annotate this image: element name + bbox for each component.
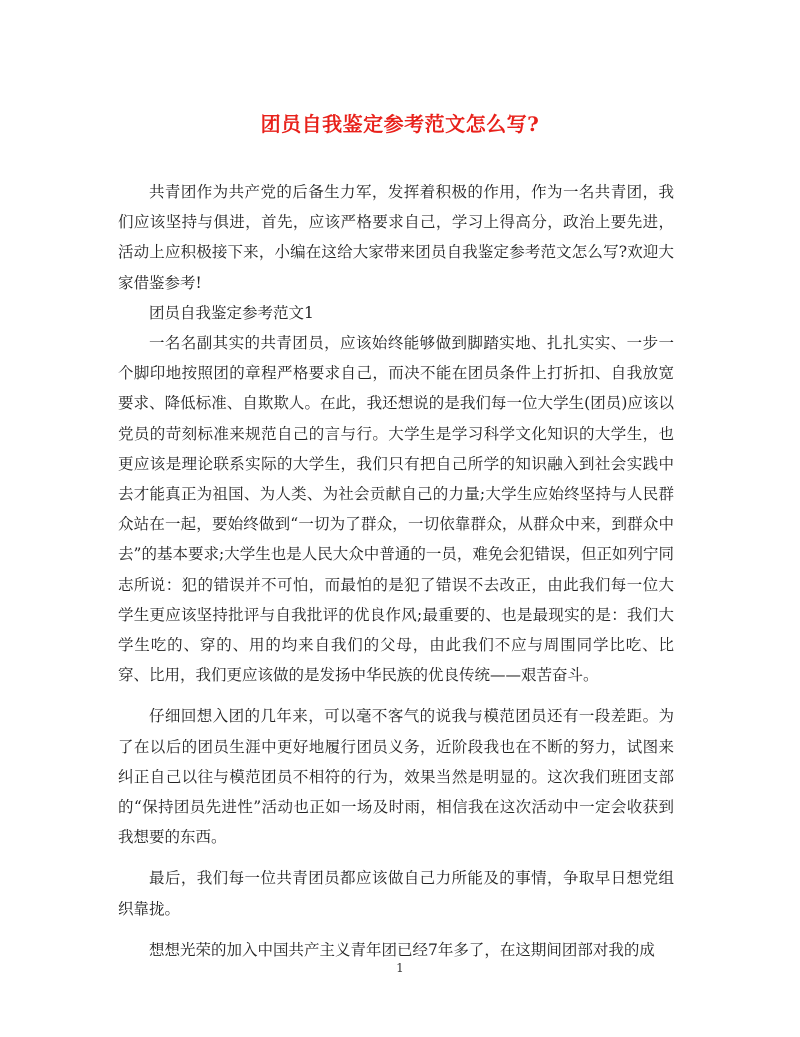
body-paragraph-3: 最后，我们每一位共青团员都应该做自己力所能及的事情，争取早日想党组织靠拢。: [118, 869, 674, 918]
body-paragraph-4: 想想光荣的加入中国共产主义青年团已经7年多了，在这期间团部对我的成: [149, 940, 655, 959]
document-body: [118, 177, 674, 965]
body-paragraph-2: 仔细回想入团的几年来，可以毫不客气的说我与模范团员还有一段差距。为了在以后的团员生涯中更好地履行团员义务，近阶段我也在不断的努力，试图来纠正自己以往与模范团员不相符的行为，效果当然是明显的。这次我们班团支部的“保持团员先进性”活动也正如一场及时雨，相信我在这次活动中一定会收获到我想要的东西。: [118, 707, 674, 847]
body-paragraph-1: 一名名副其实的共青团员，应该始终能够做到脚踏实地、扎扎实实、一步一个脚印地按照团的章程严格要求自己，而决不能在团员条件上打折扣、自我放宽要求、降低标准、自欺欺人。在此，我还想说的是我们每一位大学生(团员)应该以党员的苛刻标准来规范自己的言与行。大学生是学习科学文化知识的大学生，也更应该是理论联系实际的大学生，我们只有把自己所学的知识融入到社会实践中去才能真正为祖国、为人类、为社会贡献自己的力量;大学生应始终坚持与人民群众站在一起，要始终做到“一切为了群众，一切依靠群众，从群众中来，到群众中去”的基本要求;大学生也是人民大众中普通的一员，难免会犯错误，但正如列宁同志所说：犯的错误并不可怕，而最怕的是犯了错误不去改正，由此我们每一位大学生更应该坚持批评与自我批评的优良作风;最重要的、也是最现实的是：我们大学生吃的、穿的、用的均来自我们的父母，由此我们不应与周围同学比吃、比穿、比用，我们更应该做的是发扬中华民族的优良传统——艰苦奋斗。: [118, 334, 674, 685]
section-heading: 团员自我鉴定参考范文1: [149, 303, 314, 322]
intro-paragraph: 共青团作为共产党的后备生力军，发挥着积极的作用，作为一名共青团，我们应该坚持与俱进，首先，应该严格要求自己，学习上得高分，政治上要先进，活动上应积极接下来，小编在这给大家带来团员自我鉴定参考范文怎么写?欢迎大家借鉴参考!: [118, 183, 674, 292]
document-title: 团员自我鉴定参考范文怎么写?: [260, 112, 540, 136]
page-number: 1: [396, 961, 404, 975]
